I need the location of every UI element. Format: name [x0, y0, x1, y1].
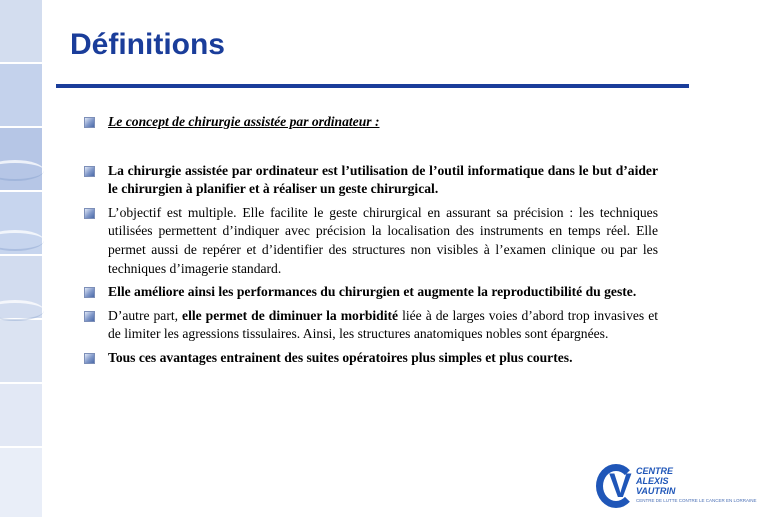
- strip-tile: [0, 64, 42, 128]
- strip-tile: [0, 320, 42, 384]
- logo-v-mark: V: [609, 467, 632, 505]
- bullet-square-icon: [84, 117, 95, 128]
- logo-line-2: ALEXIS: [636, 476, 669, 486]
- slide-title: Définitions: [70, 28, 225, 61]
- bullet-item: [82, 307, 658, 344]
- bullet-text-segment: elle permet de diminuer la morbidité: [182, 307, 399, 323]
- bullet-item: [82, 283, 658, 302]
- bullet-text: [108, 307, 658, 344]
- title-underline: [56, 84, 689, 88]
- bullet-text: La chirurgie assistée par ordinateur est l’utilisation de l’outil informatique dans le but d’aider le chirurgien à planifier et à réaliser un geste chirurgical.: [108, 162, 658, 197]
- bullet-text: Tous ces avantages entrainent des suites opératoires plus simples et plus courtes.: [108, 349, 573, 365]
- bullet-item: [82, 162, 658, 199]
- decorative-side-strip: [0, 0, 42, 517]
- bullet-square-icon: [84, 287, 95, 298]
- logo-line-1: CENTRE: [636, 466, 674, 476]
- bullet-square-icon: [84, 353, 95, 364]
- bullet-square-icon: [84, 208, 95, 219]
- bullet-item: [82, 349, 658, 368]
- bullet-item: [82, 204, 658, 278]
- bullet-text-segment: D’autre part,: [108, 307, 183, 323]
- strip-tile: [0, 448, 42, 519]
- logo-subtitle: CENTRE DE LUTTE CONTRE LE CANCER EN LORRAINE: [636, 498, 757, 503]
- centre-alexis-vautrin-logo: [596, 462, 757, 512]
- bullet-item-heading: [82, 113, 658, 132]
- bullet-text: L’objectif est multiple. Elle facilite le geste chirurgical en assurant sa précision : les techniques utilisées permettent d’indiquer avec précision la localisation des instruments en temps réel. Elle permet aussi de repérer et d’identifier des structures non visibles à l’examen clinique ou par les techniques d’imagerie standard.: [108, 204, 658, 276]
- bullet-text: Elle améliore ainsi les performances du chirurgien et augmente la reproductibilité du geste.: [108, 284, 637, 300]
- bullet-text: Le concept de chirurgie assistée par ordinateur :: [108, 114, 380, 129]
- bullet-square-icon: [84, 166, 95, 177]
- bullet-list: [82, 113, 658, 368]
- strip-tile: [0, 0, 42, 64]
- bullet-square-icon: [84, 311, 95, 322]
- logo-line-3: VAUTRIN: [636, 486, 676, 496]
- strip-tile: [0, 384, 42, 448]
- bullet-text-segment: liée à de larges voies d’abord trop invasives et de limiter les agressions tissulaires. Ainsi, les structures anatomiques nobles sont épargnées.: [108, 307, 659, 342]
